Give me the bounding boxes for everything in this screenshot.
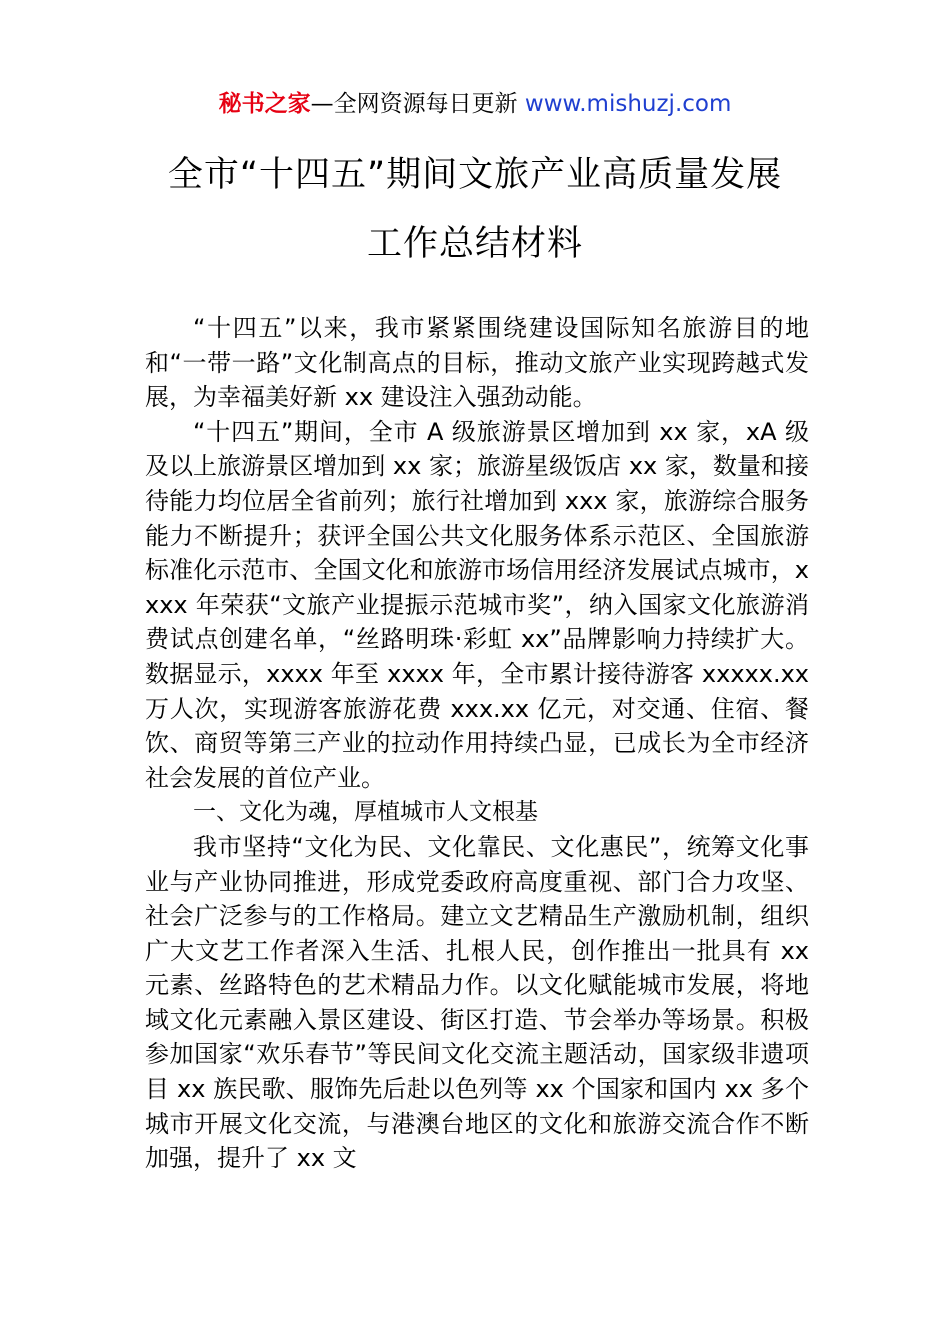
site-brand: 秘书之家	[218, 91, 311, 117]
site-url-link[interactable]: www.mishuzj.com	[524, 91, 732, 117]
site-header	[0, 88, 950, 120]
body-paragraph-intro: “十四五”以来，我市紧紧围绕建设国际知名旅游目的地和“一带一路”文化制高点的目标，推动文旅产业实现跨越式发展，为幸福美好新 xx 建设注入强劲动能。	[145, 314, 809, 412]
document-title-line-1: 全市“十四五”期间文旅产业高质量发展	[167, 155, 783, 195]
section-1-paragraph: 我市坚持“文化为民、文化靠民、文化惠民”，统筹文化事业与产业协同推进，形成党委政府高度重视、部门合力攻坚、社会广泛参与的工作格局。建立文艺精品生产激励机制，组织广大文艺工作者深入生活、扎根人民，创作推出一批具有 xx 元素、丝路特色的艺术精品力作。以文化赋能城市发展，将地域文化元素融入景区建设、街区打造、节会举办等场景。积极参加国家“欢乐春节”等民间文化交流主题活动，国家级非遗项目 xx 族民歌、服饰先后赴以色列等 xx 个国家和国内 xx 多个城市开展文化交流，与港澳台地区的文化和旅游交流合作不断加强，提升了 xx 文	[145, 832, 809, 1173]
body-paragraph-achievements: “十四五”期间，全市 A 级旅游景区增加到 xx 家，xA 级及以上旅游景区增加到 xx 家；旅游星级饭店 xx 家，数量和接待能力均位居全省前列；旅行社增加到 xxx 家，旅游综合服务能力不断提升；获评全国公共文化服务体系示范区、全国旅游标准化示范市、全国文化和旅游市场信用经济发展试点城市，xxxx 年荣获“文旅产业提振示范城市奖”，纳入国家文化旅游消费试点创建名单，“丝路明珠·彩虹 xx”品牌影响力持续扩大。数据显示，xxxx 年至 xxxx 年，全市累计接待游客 xxxxx.xx 万人次，实现游客旅游花费 xxx.xx 亿元，对交通、住宿、餐饮、商贸等第三产业的拉动作用持续凸显，已成长为全市经济社会发展的首位产业。	[145, 417, 809, 792]
document-title-line-2: 工作总结材料	[366, 224, 583, 264]
site-slogan: —全网资源每日更新	[310, 91, 525, 117]
document-body	[145, 311, 809, 1176]
section-heading-1: 一、文化为魂，厚植城市人文根基	[193, 799, 538, 826]
